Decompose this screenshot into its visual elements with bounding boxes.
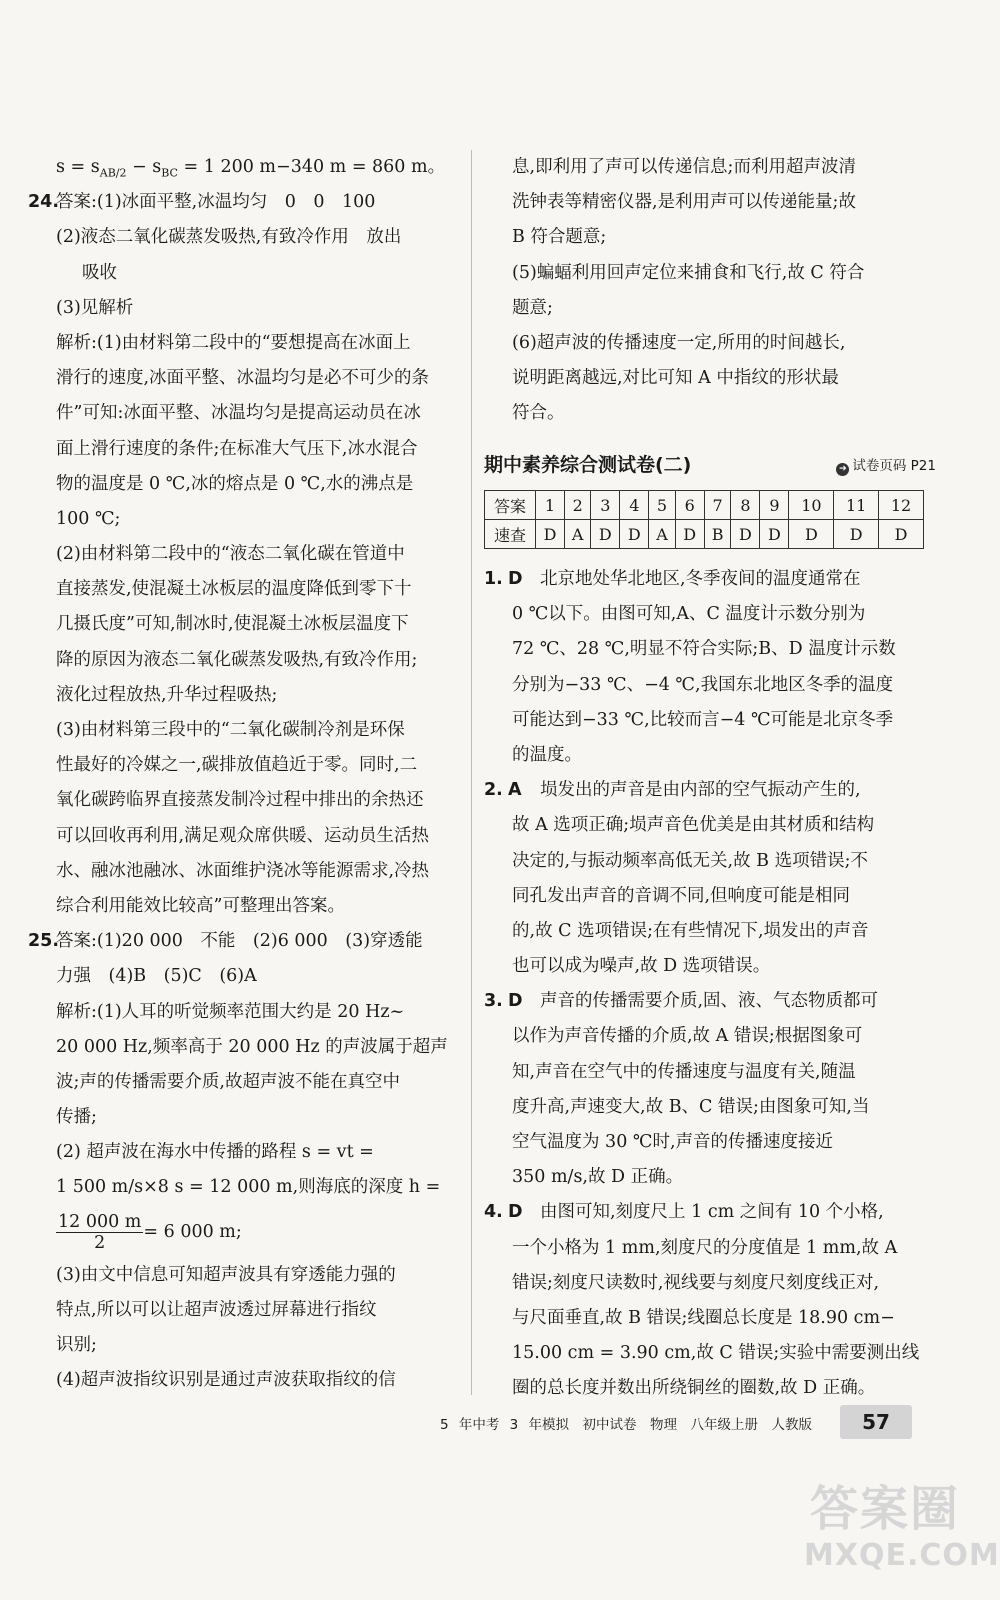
text-line: 可能达到−33 ℃,比较而言−4 ℃可能是北京冬季 — [512, 709, 894, 730]
column-divider — [471, 150, 472, 1395]
text-line: 物的温度是 0 ℃,冰的熔点是 0 ℃,水的沸点是 — [56, 473, 414, 494]
text-line: (6)超声波的传播速度一定,所用的时间越长, — [512, 332, 846, 353]
text-line: (3)见解析 — [56, 297, 134, 318]
text-line: (3)由材料第三段中的“二氧化碳制冷剂是环保 — [56, 720, 405, 740]
text-line: 特点,所以可以让超声波透过屏幕进行指纹 — [56, 1299, 377, 1320]
text-line: 一个小格为 1 mm,刻度尺的分度值是 1 mm,故 A — [512, 1237, 898, 1258]
text-line: 符合。 — [512, 403, 565, 424]
text-line: 直接蒸发,使混凝土冰板层的温度降低到零下十 — [56, 579, 412, 600]
table-cell: D — [731, 520, 760, 549]
text-line: 说明距离越远,对比可知 A 中指纹的形状最 — [512, 368, 839, 389]
question-number-25: 25. — [28, 931, 60, 952]
table-cell: D — [591, 520, 620, 549]
text-line: 题意; — [512, 297, 553, 318]
table-cell: 10 — [789, 491, 834, 520]
text-line: B 符合题意; — [512, 227, 607, 248]
text-line: (3)由文中信息可知超声波具有穿透能力强的 — [56, 1264, 396, 1285]
table-cell: A — [565, 520, 591, 549]
text-line: 降的原因为液态二氧化碳蒸发吸热,有致冷作用; — [56, 649, 418, 670]
footer-text: 5 年中考 3 年模拟 初中试卷 物理 八年级上册 人教版 — [440, 1417, 813, 1433]
table-cell: 7 — [704, 491, 731, 520]
text-line: 与尺面垂直,故 B 错误;线圈总长度是 18.90 cm− — [512, 1307, 895, 1328]
table-cell: 2 — [565, 491, 591, 520]
text-line: 吸收 — [82, 262, 117, 283]
text-line: 度升高,声速变大,故 B、C 错误;由图象可知,当 — [512, 1096, 870, 1117]
table-cell: 3 — [591, 491, 620, 520]
fraction-line: $\frac{12 000 m}{2}$ = 6 000 m; — [58, 1211, 242, 1253]
text-line: 波;声的传播需要介质,故超声波不能在真空中 — [56, 1071, 400, 1092]
text-line: 空气温度为 30 ℃时,声音的传播速度接近 — [512, 1132, 834, 1152]
text-line: 洗钟表等精密仪器,是利用声可以传递能量;故 — [512, 192, 856, 213]
text-line: (4)超声波指纹识别是通过声波获取指纹的信 — [56, 1370, 396, 1391]
text-line: 滑行的速度,冰面平整、冰温均匀是必不可少的条 — [56, 368, 430, 389]
table-cell: D — [675, 520, 704, 549]
text-line: 识别; — [56, 1335, 97, 1355]
section-header — [484, 450, 936, 480]
text-line: 0 ℃以下。由图可知,A、C 温度计示数分别为 — [512, 604, 866, 625]
text-line: (2)液态二氧化碳蒸发吸热,有致冷作用 放出 — [56, 227, 402, 248]
text-line: 15.00 cm = 3.90 cm,故 C 错误;实验中需要测出线 — [512, 1343, 920, 1364]
question-2: 2. A 埙发出的声音是由内部的空气振动产生的, — [484, 780, 861, 801]
page-reference: ➔ 试卷页码 P21 — [836, 454, 936, 476]
text-line: (2) 超声波在海水中传播的路程 s = vt = — [56, 1142, 374, 1163]
left-column — [28, 150, 466, 1398]
table-cell: 8 — [731, 491, 760, 520]
text-line: $s = s_{AB/2} - s_{BC} = 1$ 200 m−340 m = 860 m。 — [56, 157, 446, 180]
text-line: 面上滑行速度的条件;在标准大气压下,冰水混合 — [56, 438, 418, 459]
answer-25-line: 25.答案:(1)20 000 不能 (2)6 000 (3)穿透能 — [28, 924, 466, 959]
page-number: 57 — [840, 1405, 912, 1439]
table-cell: 9 — [760, 491, 789, 520]
question-3: 3. D 声音的传播需要介质,固、液、气态物质都可 — [484, 991, 879, 1012]
text-line: 氧化碳跨临界直接蒸发制冷过程中排出的余热还 — [56, 790, 424, 811]
text-line: 水、融冰池融冰、冰面维护浇冰等能源需求,冷热 — [56, 860, 430, 881]
right-column-questions — [484, 562, 936, 1407]
arrow-right-icon: ➔ — [836, 463, 849, 476]
question-1: 1. D 北京地处华北地区,冬季夜间的温度通常在 — [484, 569, 861, 589]
text-line: 解析:(1)人耳的听觉频率范围大约是 20 Hz~ — [56, 1001, 405, 1022]
text-line: 解析:(1)由材料第二段中的“要想提高在冰面上 — [56, 332, 411, 353]
table-cell: D — [536, 520, 565, 549]
text-line: 1 500 m/s×8 s = 12 000 m,则海底的深度 h = — [56, 1177, 441, 1198]
text-line: (5)蝙蝠利用回声定位来捕食和飞行,故 C 符合 — [512, 262, 865, 283]
text-line: (2)由材料第二段中的“液态二氧化碳在管道中 — [56, 544, 405, 565]
table-header-cell: 速查 — [485, 520, 536, 549]
text-line: 错误;刻度尺读数时,视线要与刻度尺刻度线正对, — [512, 1272, 880, 1293]
text-line: 综合利用能效比较高”可整理出答案。 — [56, 895, 345, 916]
text-line: 的,故 C 选项错误;在有些情况下,埙发出的声音 — [512, 920, 869, 941]
watermark-url: MXQE.COM — [804, 1538, 1000, 1573]
watermark — [798, 1470, 1000, 1580]
text-line: 同孔发出声音的音调不同,但响度可能是相同 — [512, 885, 851, 906]
table-cell: 4 — [620, 491, 649, 520]
fraction: $\frac{12 000 m}{2}$ — [58, 1211, 142, 1253]
page-footer — [440, 1405, 950, 1441]
answer-key-table — [484, 490, 924, 549]
table-cell: B — [704, 520, 731, 549]
table-cell: A — [649, 520, 675, 549]
table-cell: 11 — [834, 491, 879, 520]
text-line: 息,即利用了声可以传递信息;而利用超声波清 — [512, 157, 856, 177]
text-line: 液化过程放热,升华过程吸热; — [56, 684, 278, 705]
question-4: 4. D 由图可知,刻度尺上 1 cm 之间有 10 个小格, — [484, 1202, 884, 1223]
text-line: 100 ℃; — [56, 508, 121, 529]
text-line: 以作为声音传播的介质,故 A 错误;根据图象可 — [512, 1026, 863, 1047]
table-cell: D — [789, 520, 834, 549]
text-line: 分别为−33 ℃、−4 ℃,我国东北地区冬季的温度 — [512, 674, 894, 695]
table-header-cell: 答案 — [485, 491, 536, 520]
text-line: 20 000 Hz,频率高于 20 000 Hz 的声波属于超声 — [56, 1036, 448, 1057]
text-line: 350 m/s,故 D 正确。 — [512, 1167, 684, 1188]
table-cell: D — [834, 520, 879, 549]
table-cell: 1 — [536, 491, 565, 520]
answer-24-line: 24.答案:(1)冰面平整,冰温均匀 0 0 100 — [28, 185, 466, 220]
question-number-24: 24. — [28, 192, 60, 213]
text-line: 可以回收再利用,满足观众席供暖、运动员生活热 — [56, 825, 430, 846]
table-cell: 6 — [675, 491, 704, 520]
table-row-answers — [485, 520, 924, 549]
text-line: 决定的,与振动频率高低无关,故 B 选项错误;不 — [512, 850, 869, 871]
text-line: 几摄氏度”可知,制冰时,使混凝土冰板层温度下 — [56, 614, 409, 635]
text-line: 力强 (4)B (5)C (6)A — [56, 966, 257, 987]
text-line: 圈的总长度并数出所绕铜丝的圈数,故 D 正确。 — [512, 1378, 876, 1399]
table-row-numbers — [485, 491, 924, 520]
text-line: 性最好的冷媒之一,碳排放值趋近于零。同时,二 — [56, 755, 418, 776]
right-column-top — [484, 150, 936, 432]
table-cell: 12 — [879, 491, 924, 520]
text-line: 也可以成为噪声,故 D 选项错误。 — [512, 956, 771, 977]
text-line: 的温度。 — [512, 744, 582, 765]
text-line: 知,声音在空气中的传播速度与温度有关,随温 — [512, 1061, 856, 1082]
text-line: 故 A 选项正确;埙声音色优美是由其材质和结构 — [512, 815, 875, 836]
table-cell: D — [760, 520, 789, 549]
text-line: 传播; — [56, 1107, 97, 1128]
table-cell: D — [620, 520, 649, 549]
text-line: 72 ℃、28 ℃,明显不符合实际;B、D 温度计示数 — [512, 639, 896, 660]
table-cell: D — [879, 520, 924, 549]
table-cell: 5 — [649, 491, 675, 520]
watermark-logo: 答案圈 — [810, 1481, 961, 1537]
text-line: 件”可知:冰面平整、冰温均匀是提高运动员在冰 — [56, 403, 421, 424]
section-title: 期中素养综合测试卷(二) — [484, 454, 692, 476]
